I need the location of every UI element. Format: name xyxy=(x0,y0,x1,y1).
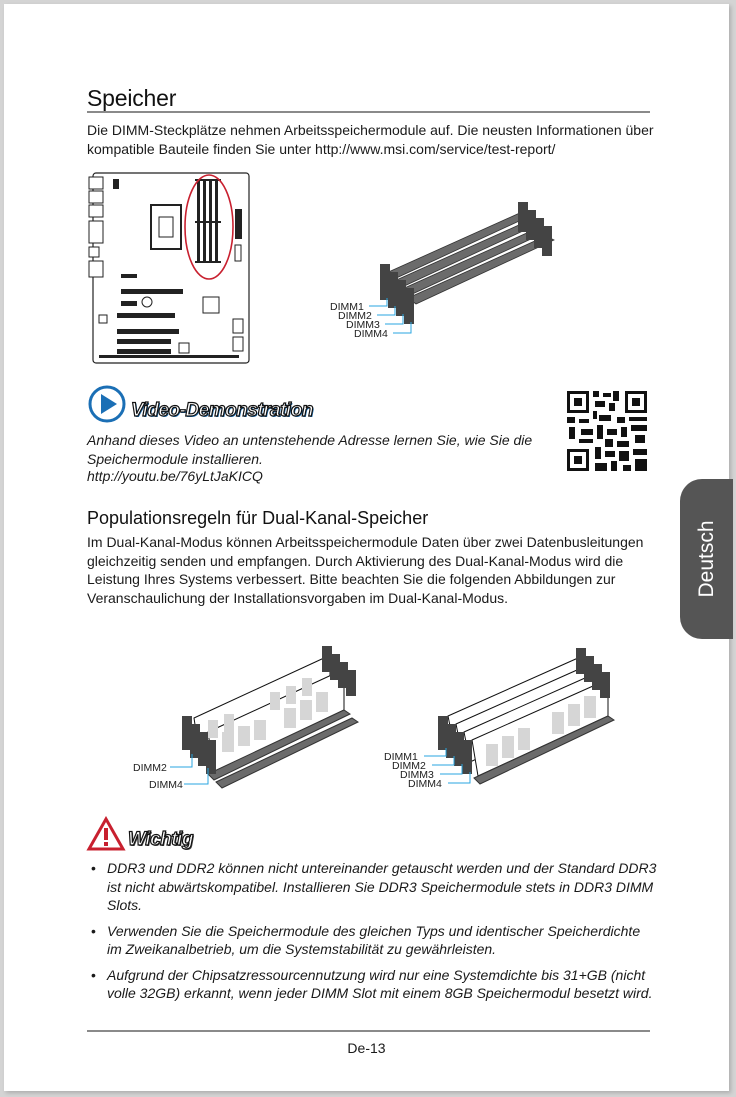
play-icon[interactable] xyxy=(87,384,127,424)
dimm4-label: DIMM4 xyxy=(354,328,388,340)
dimm2-label: DIMM2 xyxy=(338,310,372,322)
intro-paragraph: Die DIMM-Steckplätze nehmen Arbeitsspeichermodule auf. Die neusten Informationen über kompatible Bauteile finden Sie unter http://www.msi.com/service/test-report/ xyxy=(87,122,654,157)
video-title: Video-Demonstration xyxy=(131,400,313,421)
two-modules-dimm4-label: DIMM4 xyxy=(149,779,183,791)
motherboard-diagram xyxy=(87,169,259,369)
section-title: Speicher xyxy=(87,85,177,111)
important-item: • DDR3 und DDR2 können nicht untereinander getauscht werden und der Standard DDR3 ist nicht abwärtskompatibel. Installieren Sie DDR3 Speichermodule stets in DDR3 DIMM Slots. xyxy=(91,860,657,913)
warning-icon xyxy=(86,816,126,852)
dimm1-label: DIMM1 xyxy=(330,301,364,313)
page-number: De-13 xyxy=(347,1040,386,1056)
two-modules-dimm2-label: DIMM2 xyxy=(133,762,167,774)
dual-channel-title: Populationsregeln für Dual-Kanal-Speicher xyxy=(87,508,429,528)
four-modules-dimm3-label: DIMM3 xyxy=(400,769,434,781)
important-item: • Verwenden Sie die Speichermodule des gleichen Typs und identischer Speicherdichte im Zweikanalbetrieb, um die Systemstabilität zu gewährleisten. xyxy=(91,922,641,957)
dimm3-label: DIMM3 xyxy=(346,319,380,331)
footer-rule xyxy=(87,1030,650,1032)
four-modules-dimm4-label: DIMM4 xyxy=(408,778,442,790)
language-tab-label: Deutsch xyxy=(694,520,718,598)
qr-code[interactable] xyxy=(565,389,649,473)
language-tab[interactable] xyxy=(680,479,733,639)
dual-channel-four-modules-diagram xyxy=(376,636,634,798)
dual-channel-two-modules-diagram xyxy=(124,636,374,796)
video-url-link[interactable]: http://youtu.be/76yLtJaKICQ xyxy=(87,468,263,484)
video-text: Anhand dieses Video an untenstehende Adresse lernen Sie, wie Sie die Speichermodule installieren. xyxy=(87,432,533,467)
dimm-slots-diagram xyxy=(322,194,580,344)
four-modules-dimm2-label: DIMM2 xyxy=(392,760,426,772)
important-list xyxy=(87,859,657,1010)
important-title: Wichtig xyxy=(128,829,193,850)
title-rule xyxy=(87,111,650,113)
important-item: • Aufgrund der Chipsatzressourcennutzung wird nur eine Systemdichte bis 31+GB (nicht volle 32GB) erkannt, wenn jeder DIMM Slot mit einem 8GB Speichermodul besetzt wird. xyxy=(91,966,653,1001)
dual-channel-paragraph: Im Dual-Kanal-Modus können Arbeitsspeichermodule Daten über zwei Datenbusleitungen gleichzeitig senden und empfangen. Durch Aktivierung des Dual-Kanal-Modus wird die Leistung Ihres Systems verbessert. Bitte beachten Sie die folgenden Abbildungen zur Veranschaulichung der Installationsvorgaben im Dual-Kanal-Modus. xyxy=(87,534,644,606)
manual-page xyxy=(4,4,729,1091)
four-modules-dimm1-label: DIMM1 xyxy=(384,751,418,763)
